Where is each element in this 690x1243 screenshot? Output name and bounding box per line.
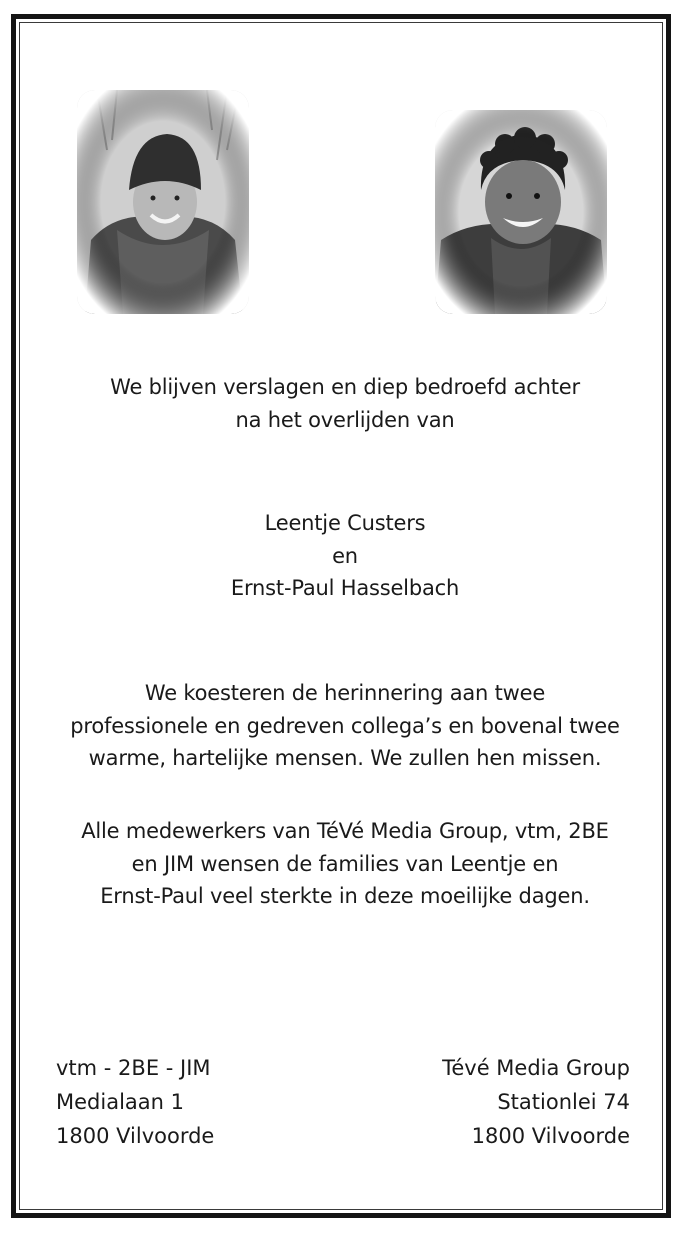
name-second: Ernst-Paul Hasselbach: [230, 576, 460, 600]
address-left-line-3: 1800 Vilvoorde: [56, 1124, 215, 1148]
address-left-line-2: Medialaan 1: [56, 1090, 184, 1114]
woman-portrait-icon: [77, 90, 249, 314]
portrait-photo-left: [77, 90, 249, 314]
colleagues-line-1: Alle medewerkers van TéVé Media Group, vtm, 2BE: [81, 819, 609, 843]
man-portrait-icon: [435, 110, 607, 314]
tribute-line-3: warme, hartelijke mensen. We zullen hen missen.: [88, 746, 602, 770]
colleagues-message: [40, 815, 650, 913]
name-conjunction: en: [332, 543, 358, 568]
tribute-line-2: professionele en gedreven collega’s en bovenal twee: [70, 713, 620, 738]
address-left-line-1: vtm - 2BE - JIM: [56, 1056, 211, 1080]
colleagues-line-3: Ernst-Paul veel sterkte in deze moeilijke dagen.: [100, 884, 590, 908]
address-right-line-2: Stationlei 74: [497, 1090, 630, 1114]
address-right-line-3: 1800 Vilvoorde: [471, 1124, 630, 1148]
address-left: [56, 1051, 214, 1153]
address-right-line-1: Tévé Media Group: [442, 1056, 630, 1080]
colleagues-line-2: en JIM wensen de families van Leentje en: [131, 851, 559, 876]
portrait-photo-right: [435, 110, 607, 314]
address-right: [442, 1051, 630, 1153]
intro-line-1: We blijven verslagen en diep bedroefd achter: [110, 375, 580, 399]
tribute-text: [40, 677, 650, 775]
intro-text: [40, 371, 650, 436]
tribute-line-1: We koesteren de herinnering aan twee: [144, 681, 546, 705]
deceased-names: [40, 507, 650, 605]
name-first: Leentje Custers: [264, 511, 426, 535]
intro-line-2: na het overlijden van: [235, 407, 455, 432]
